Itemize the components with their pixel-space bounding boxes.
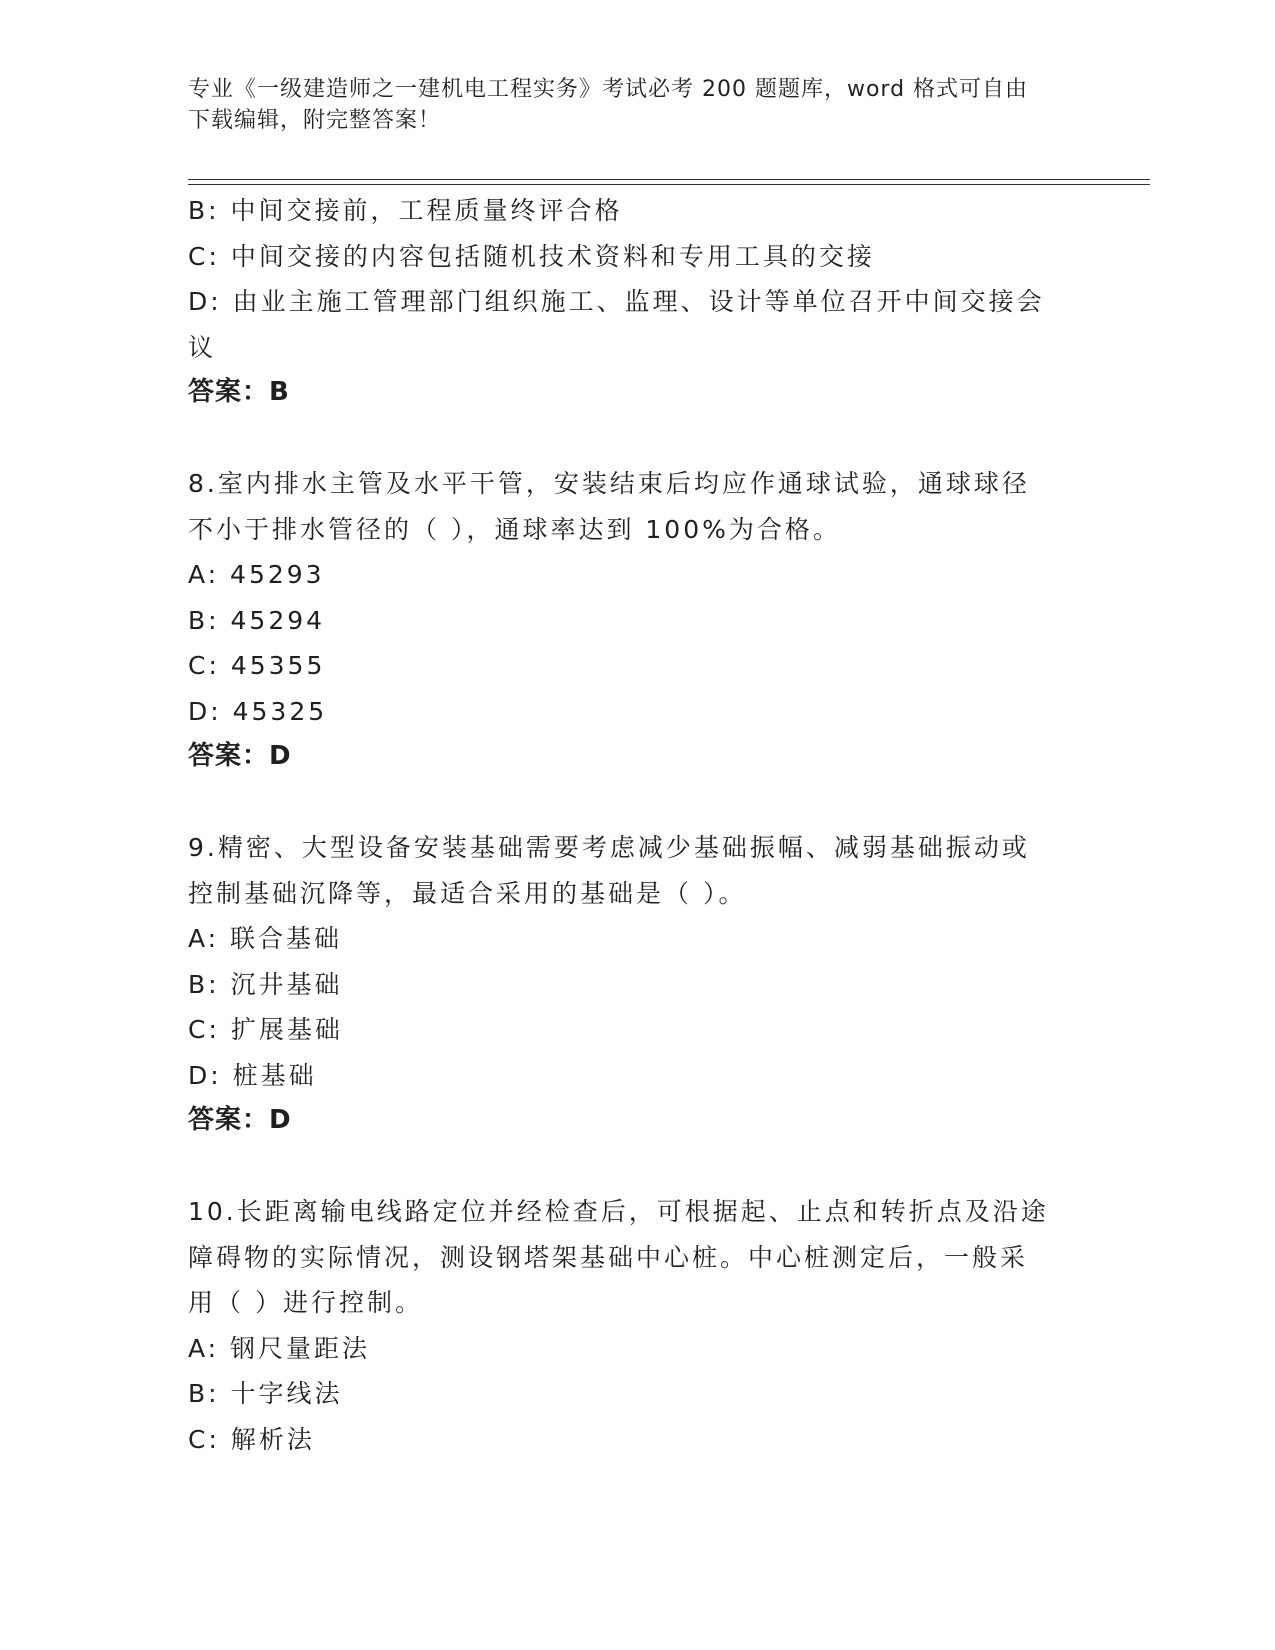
question-8: [188, 461, 1068, 780]
spacer: [188, 1144, 1068, 1190]
question-10: [188, 1189, 1068, 1462]
header-divider-bottom: [188, 184, 1150, 185]
spacer: [188, 780, 1068, 826]
spacer: [188, 416, 1068, 462]
question-9: [188, 825, 1068, 1144]
header-divider-top: [188, 179, 1150, 180]
question-stem: 9.精密、大型设备安装基础需要考虑减少基础振幅、减弱基础振动或: [188, 833, 1030, 862]
option-b: B: 沉井基础: [188, 969, 343, 999]
question-7-tail: [188, 188, 1068, 416]
option-a: A: 联合基础: [188, 924, 343, 953]
option-b: B: 十字线法: [188, 1379, 343, 1408]
option-d: D: 45325: [188, 696, 328, 726]
question-stem: 8.室内排水主管及水平干管，安装结束后均应作通球试验，通球球径: [188, 469, 1030, 498]
option-d: D: 桩基础: [188, 1060, 317, 1090]
option-a: A: 45293: [188, 560, 325, 589]
answer: 答案：D: [188, 1105, 292, 1135]
answer: 答案：B: [188, 377, 290, 407]
question-stem-continued: 用（ ）进行控制。: [188, 1288, 423, 1317]
option-c: C: 中间交接的内容包括随机技术资料和专用工具的交接: [188, 241, 875, 271]
option-a: A: 钢尺量距法: [188, 1333, 371, 1363]
header-line-1: 专业《一级建造师之一建机电工程实务》考试必考 200 题题库，word 格式可自由: [188, 77, 1029, 102]
answer: 答案：D: [188, 741, 292, 771]
option-d-continued: 议: [188, 332, 217, 362]
header-line-2: 下载编辑，附完整答案！: [188, 108, 442, 133]
question-stem-continued: 障碍物的实际情况，测设钢塔架基础中心桩。中心桩测定后，一般采: [188, 1242, 1029, 1272]
document-header: [188, 74, 1068, 136]
option-c: C: 解析法: [188, 1424, 315, 1454]
question-stem-continued: 控制基础沉降等，最适合采用的基础是（ ）。: [188, 878, 747, 908]
option-b: B: 45294: [188, 605, 326, 635]
option-c: C: 扩展基础: [188, 1015, 343, 1044]
option-b: B: 中间交接前，工程质量终评合格: [188, 196, 623, 225]
question-content: [188, 188, 1068, 1462]
option-d: D: 由业主施工管理部门组织施工、监理、设计等单位召开中间交接会: [188, 287, 1045, 316]
question-stem: 10.长距离输电线路定位并经检查后，可根据起、止点和转折点及沿途: [188, 1197, 1049, 1226]
question-stem-continued: 不小于排水管径的（ ），通球率达到 100%为合格。: [188, 514, 841, 544]
option-c: C: 45355: [188, 651, 326, 680]
